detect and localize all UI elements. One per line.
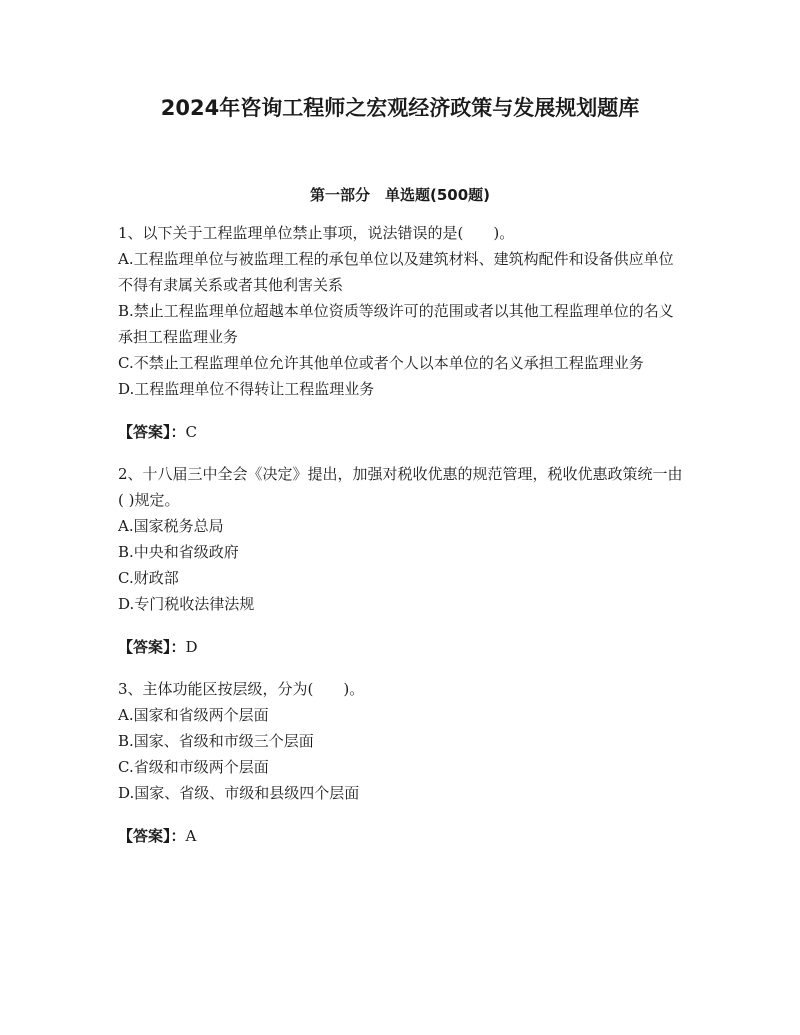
question-list [118, 220, 683, 865]
option-a: A.国家和省级两个层面 [118, 706, 269, 724]
answer-1 [118, 419, 683, 445]
answer-3 [118, 823, 683, 849]
answer-label: 【答案】： [118, 423, 186, 441]
question-stem: 1、以下关于工程监理单位禁止事项，说法错误的是( )。 [118, 224, 515, 242]
option-c: C.不禁止工程监理单位允许其他单位或者个人以本单位的名义承担工程监理业务 [118, 354, 644, 372]
option-a: A.国家税务总局 [118, 517, 224, 535]
option-b: B.禁止工程监理单位超越本单位资质等级许可的范围或者以其他工程监理单位的名义承担工程监理业务 [118, 302, 674, 346]
section-title: 第一部分 单选题(500题) [309, 186, 491, 204]
answer-value: C [185, 423, 197, 441]
answer-label: 【答案】： [118, 827, 186, 845]
option-c: C.财政部 [118, 569, 179, 587]
question-2 [118, 461, 683, 617]
answer-label: 【答案】： [118, 638, 186, 656]
option-b: B.中央和省级政府 [118, 543, 239, 561]
answer-2 [118, 634, 683, 660]
question-stem: 3、主体功能区按层级，分为( )。 [118, 680, 365, 698]
option-d: D.国家、省级、市级和县级四个层面 [118, 784, 360, 802]
option-d: D.专门税收法律法规 [118, 595, 255, 613]
option-d: D.工程监理单位不得转让工程监理业务 [118, 380, 375, 398]
answer-value: A [185, 827, 197, 845]
document-title: 2024年咨询工程师之宏观经济政策与发展规划题库 [160, 96, 640, 120]
question-3 [118, 676, 683, 806]
option-b: B.国家、省级和市级三个层面 [118, 732, 314, 750]
answer-value: D [185, 638, 198, 656]
question-stem: 2、十八届三中全会《决定》提出，加强对税收优惠的规范管理，税收优惠政策统一由( )规定。 [118, 465, 683, 509]
option-a: A.工程监理单位与被监理工程的承包单位以及建筑材料、建筑构配件和设备供应单位不得有隶属关系或者其他利害关系 [118, 250, 674, 294]
question-1 [118, 220, 683, 402]
option-c: C.省级和市级两个层面 [118, 758, 269, 776]
